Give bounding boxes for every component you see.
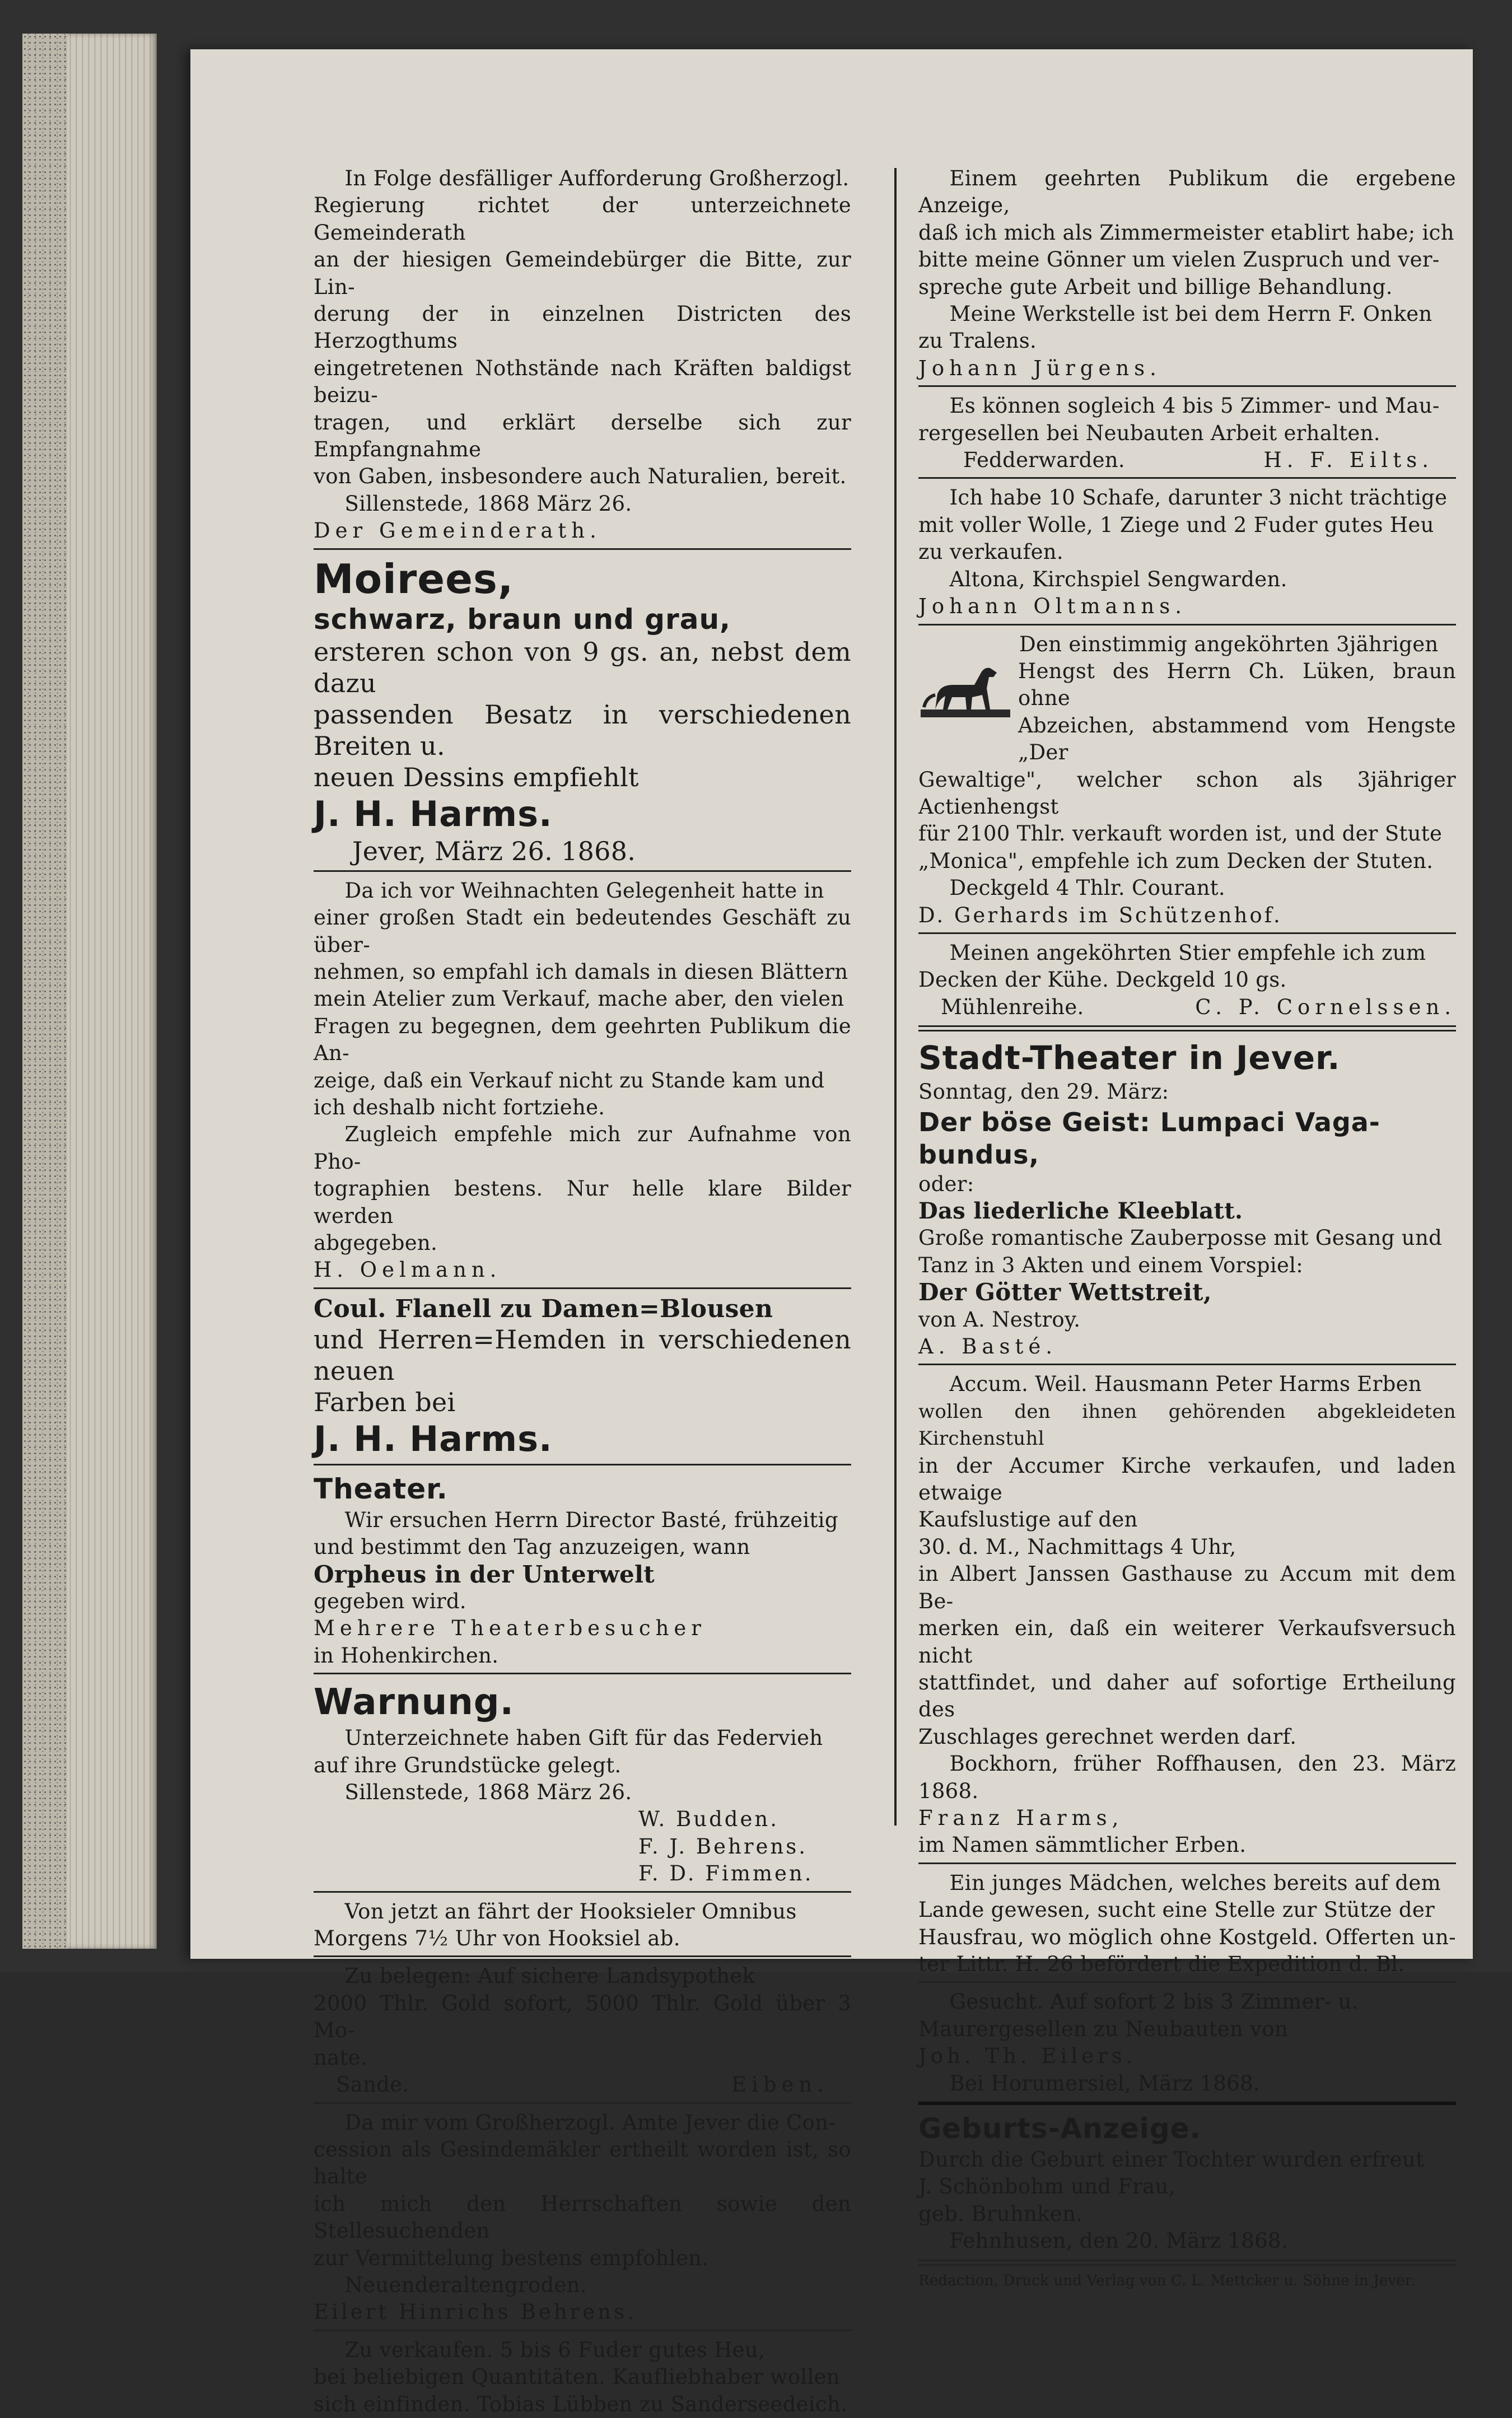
- text-line: Lande gewesen, sucht eine Stelle zur Stütze der: [918, 1898, 1435, 1922]
- text-line: mit voller Wolle, 1 Ziege und 2 Fuder gutes Heu: [918, 512, 1434, 537]
- place-date: Bockhorn, früher Roffhausen, den 23. März 1868.: [918, 1752, 1456, 1803]
- separator-rule: [314, 870, 851, 872]
- text-line: geb. Bruhnken.: [918, 2201, 1083, 2226]
- text-line: Abzeichen, abstammend vom Hengste „Der: [1018, 713, 1456, 765]
- text-line: Ein junges Mädchen, welches bereits auf dem: [949, 1870, 1441, 1895]
- place-date: Sillenstede, 1868 März 26.: [344, 491, 632, 516]
- notice-oelmann: [314, 877, 851, 1284]
- text-line: nate.: [314, 2045, 367, 2070]
- separator-rule: [314, 1673, 851, 1674]
- signature: H. Oelmann.: [314, 1258, 502, 1282]
- separator-rule: [918, 477, 1456, 479]
- right-column: [918, 165, 1456, 2290]
- separator-rule: [314, 548, 851, 550]
- ad-flanell: [314, 1295, 851, 1460]
- author: von A. Nestroy.: [918, 1307, 1081, 1332]
- text-line: Gewaltige", welcher schon als 3jähriger Actienhengst: [918, 767, 1456, 819]
- signature-row: [918, 994, 1456, 1021]
- notice-verkaufen: [314, 2337, 851, 2418]
- notice-geburt: [918, 2111, 1456, 2255]
- text-line: bei beliebigen Quantitäten. Kaufliebhaber wollen: [314, 2365, 840, 2389]
- text-line: neuen Dessins empfiehlt: [314, 762, 639, 792]
- text-line: ersteren schon von 9 gs. an, nebst dem dazu: [314, 636, 851, 698]
- separator-rule: [918, 624, 1456, 625]
- notice-omnibus: [314, 1898, 851, 1953]
- text-line: ich deshalb nicht fortziehe.: [314, 1095, 605, 1119]
- notice-accum: [918, 1371, 1456, 1859]
- text-line: ter Littr. H. 26 befördert die Expedition d. Bl.: [918, 1952, 1405, 1976]
- separator-rule: [918, 1862, 1456, 1864]
- text-line: „Monica", empfehle ich zum Decken der Stuten.: [918, 848, 1434, 873]
- signature: D. Gerhards im Schützenhof.: [918, 903, 1282, 927]
- ad-moirees: [314, 556, 851, 867]
- text-line: Wir ersuchen Herrn Director Basté, frühzeitig: [344, 1507, 838, 1532]
- place-date: Jever, März 26. 1868.: [352, 835, 636, 866]
- text-line: Tanz in 3 Akten und einem Vorspiel:: [918, 1253, 1304, 1277]
- separator-rule: [918, 2102, 1456, 2105]
- text-line: von Gaben, insbesondere auch Naturalien, bereit.: [314, 464, 847, 489]
- notice-warnung: [314, 1680, 851, 1887]
- notice-gesindemaekler: [314, 2109, 851, 2326]
- text-line: abgegeben.: [314, 1230, 438, 1255]
- section-heading: Stadt-Theater in Jever.: [918, 1039, 1341, 1077]
- signature: F. J. Behrens.: [638, 1834, 808, 1859]
- separator-rule: [314, 1287, 851, 1289]
- text-line: und Herren=Hemden in verschiedenen neuen: [314, 1324, 851, 1386]
- text-line: Zu verkaufen. 5 bis 6 Fuder gutes Heu,: [344, 2337, 766, 2362]
- notice-juergens: [918, 165, 1456, 382]
- text-line: Unterzeichnete haben Gift für das Federvieh: [344, 1726, 823, 1751]
- signature: A. Basté.: [918, 1334, 1058, 1359]
- text-line: In Folge desfälliger Aufforderung Großherzogl.: [344, 166, 850, 190]
- text-line: Den einstimmig angeköhrten 3jährigen: [1019, 632, 1439, 656]
- play-title: bundus,: [918, 1139, 1039, 1170]
- text-line: tographien bestens. Nur helle klare Bilder werden: [314, 1177, 851, 1228]
- separator-rule: [918, 932, 1456, 934]
- signature: Johann Oltmanns.: [918, 594, 1187, 619]
- place-date: Sillenstede, 1868 März 26.: [344, 1780, 632, 1805]
- signature: Der Gemeinderath.: [314, 519, 601, 543]
- text-line: zeige, daß ein Verkauf nicht zu Stande kam und: [314, 1068, 825, 1093]
- text-line: Da ich vor Weihnachten Gelegenheit hatte in: [344, 878, 824, 903]
- column-divider: [894, 168, 897, 1826]
- separator-rule: [918, 1025, 1456, 1031]
- text-line: Deckgeld 4 Thlr. Courant.: [949, 876, 1225, 900]
- text-line: zu verkaufen.: [918, 540, 1063, 564]
- place: Fedderwarden.: [963, 448, 1125, 473]
- signature: in Hohenkirchen.: [314, 1643, 499, 1668]
- text-line: Accum. Weil. Hausmann Peter Harms Erben: [949, 1372, 1422, 1397]
- text-line: passenden Besatz in verschiedenen Breiten u.: [314, 699, 851, 761]
- text-line: merken ein, daß ein weiterer Verkaufsversuch nicht: [918, 1616, 1456, 1668]
- ad-title: Moirees,: [314, 555, 514, 603]
- text-line: stattfindet, und daher auf sofortige Ertheilung des: [918, 1670, 1456, 1722]
- play-title: Orpheus in der Unterwelt: [314, 1560, 655, 1588]
- prelude-title: Der Götter Wettstreit,: [918, 1278, 1212, 1306]
- separator-rule: [918, 1981, 1456, 1983]
- text-line: Farben bei: [314, 1387, 456, 1417]
- text-line: spreche gute Arbeit und billige Behandlung.: [918, 274, 1393, 299]
- text-line: tragen, und erklärt derselbe sich zur Empfangnahme: [314, 410, 851, 462]
- signature: im Namen sämmtlicher Erben.: [918, 1833, 1247, 1857]
- notice-zubelegen: [314, 1963, 851, 2098]
- left-column: [314, 165, 851, 2418]
- place-date: Bei Horumersiel, März 1868.: [949, 2071, 1260, 2095]
- text-line: J. Schönbohm und Frau,: [918, 2174, 1175, 2199]
- text-line: eingetretenen Nothstände nach Kräften baldigst beizu-: [314, 356, 851, 408]
- ad-subtitle: schwarz, braun und grau,: [314, 603, 731, 636]
- text-line: in der Accumer Kirche verkaufen, und laden etwaige: [918, 1453, 1456, 1505]
- merchant-name: J. H. Harms.: [314, 1418, 553, 1459]
- place: Mühlenreihe.: [941, 995, 1084, 1019]
- separator-rule: [918, 1364, 1456, 1365]
- place: Neuenderaltengroden.: [344, 2272, 587, 2297]
- notice-maedchen: [918, 1870, 1456, 1978]
- text-line: Zugleich empfehle mich zur Aufnahme von Pho-: [314, 1122, 851, 1174]
- text-line: Fragen zu begegnen, dem geehrten Publikum die An-: [314, 1014, 851, 1066]
- text-line: und bestimmt den Tag anzuzeigen, wann: [314, 1535, 750, 1560]
- text-line: gegeben wird.: [314, 1589, 466, 1613]
- notice-hengst: [918, 631, 1456, 929]
- signature: Johann Jürgens.: [918, 356, 1161, 380]
- text-line: Es können sogleich 4 bis 5 Zimmer- und Mau-: [949, 394, 1440, 418]
- text-line: mein Atelier zum Verkauf, mache aber, den vielen: [314, 987, 844, 1011]
- text-line: Meinen angeköhrten Stier empfehle ich zum: [949, 940, 1426, 965]
- text-line: Meine Werkstelle ist bei dem Herrn F. Onken: [949, 302, 1432, 326]
- event-date: Sonntag, den 29. März:: [918, 1080, 1169, 1104]
- text-line: Decken der Kühe. Deckgeld 10 gs.: [918, 968, 1287, 992]
- horse-row: [918, 658, 1456, 767]
- text-line: auf ihre Grundstücke gelegt.: [314, 1753, 622, 1777]
- text-line: wollen den ihnen gehörenden abgekleideten Kirchenstuhl: [918, 1400, 1456, 1450]
- notice-oltmanns: [918, 484, 1456, 620]
- signature-row: [918, 447, 1456, 474]
- signature: Joh. Th. Eilers.: [918, 2044, 1137, 2069]
- signature: Eiben.: [731, 2072, 829, 2097]
- text-line: zur Vermittelung bestens empfohlen.: [314, 2246, 709, 2270]
- text-line: cession als Gesindemäkler ertheilt worden ist, so halte: [314, 2137, 851, 2189]
- notice-gesucht: [918, 1988, 1456, 2097]
- text-line: Da mir vom Großherzogl. Amte Jever die Con-: [344, 2110, 836, 2135]
- text-line: ich mich den Herrschaften sowie den Stellesuchenden: [314, 2191, 851, 2243]
- signature: W. Budden.: [638, 1807, 779, 1832]
- text-line: Zuschlages gerechnet werden darf.: [918, 1724, 1297, 1749]
- separator-rule: [314, 2102, 851, 2104]
- text-line: sich einfinden. Tobias Lübben zu Sanderseedeich.: [314, 2392, 848, 2416]
- separator-rule: [314, 1464, 851, 1465]
- text-line: an der hiesigen Gemeindebürger die Bitte, zur Lin-: [314, 248, 851, 299]
- separator-rule: [918, 385, 1456, 387]
- text-line: Maurergesellen zu Neubauten von: [918, 2016, 1289, 2041]
- text-line: zu Tralens.: [918, 329, 1037, 353]
- separator-rule: [918, 2260, 1456, 2266]
- text-line: 2000 Thlr. Gold sofort, 5000 Thlr. Gold über 3 Mo-: [314, 1991, 851, 2043]
- notice-theater: [314, 1471, 851, 1669]
- alt-title: Das liederliche Kleeblatt.: [918, 1198, 1243, 1224]
- notice-stier: [918, 940, 1456, 1021]
- text-line: derung der in einzelnen Districten des Herzogthums: [314, 302, 851, 353]
- signature: Franz Harms,: [918, 1805, 1124, 1830]
- place: Sande.: [336, 2072, 409, 2097]
- horse-icon: [918, 660, 1014, 722]
- section-heading: Warnung.: [314, 1682, 514, 1724]
- text-line: Regierung richtet der unterzeichnete Gemeinderath: [314, 193, 851, 245]
- text-line: Kaufslustige auf den: [918, 1507, 1138, 1532]
- horse-text: [1018, 658, 1456, 767]
- notice-stadttheater: [918, 1037, 1456, 1360]
- text-line: einer großen Stadt ein bedeutendes Geschäft zu über-: [314, 905, 851, 957]
- text-line: Ich habe 10 Schafe, darunter 3 nicht trächtige: [949, 486, 1448, 510]
- imprint-footer: Redaction, Druck und Verlag von C. L. Mettcker u. Söhne in Jever.: [918, 2272, 1416, 2289]
- text-line: Große romantische Zauberposse mit Gesang und: [918, 1226, 1443, 1250]
- text-line: Einem geehrten Publikum die ergebene Anzeige,: [918, 166, 1456, 218]
- text-line: Zu belegen: Auf sichere Landsypothek: [344, 1964, 755, 1988]
- section-heading: Geburts-Anzeige.: [918, 2112, 1201, 2145]
- signature: Eilert Hinrichs Behrens.: [314, 2300, 637, 2324]
- sale-date: 30. d. M., Nachmittags 4 Uhr,: [918, 1534, 1236, 1559]
- play-title: Der böse Geist: Lumpaci Vaga-: [918, 1107, 1380, 1137]
- signature-row: [314, 2071, 851, 2098]
- text-line: daß ich mich als Zimmermeister etablirt habe; ich: [918, 220, 1454, 245]
- place: Altona, Kirchspiel Sengwarden.: [949, 567, 1287, 591]
- text-line: Durch die Geburt einer Tochter wurden erfreut: [918, 2148, 1425, 2172]
- notice-gemeinderath: [314, 165, 851, 545]
- signature: F. D. Fimmen.: [638, 1861, 814, 1886]
- text-line: Coul. Flanell zu Damen=Blousen: [314, 1294, 773, 1323]
- signature: H. F. Eilts.: [1263, 448, 1434, 473]
- separator-rule: [314, 2330, 851, 2331]
- text-line: Von jetzt an fährt der Hooksieler Omnibus: [344, 1899, 797, 1924]
- text-line: rergesellen bei Neubauten Arbeit erhalten.: [918, 421, 1380, 445]
- text-line: in Albert Janssen Gasthause zu Accum mit dem Be-: [918, 1562, 1456, 1613]
- place-date: Fehnhusen, den 20. März 1868.: [949, 2229, 1288, 2253]
- text-line: Gesucht. Auf sofort 2 bis 3 Zimmer- u.: [949, 1990, 1359, 2014]
- text-line: nehmen, so empfahl ich damals in diesen Blättern: [314, 959, 848, 984]
- text-line: oder:: [918, 1171, 974, 1196]
- book-edge-speckle: [22, 34, 67, 1949]
- merchant-name: J. H. Harms.: [314, 793, 553, 834]
- separator-rule: [314, 1955, 851, 1957]
- notice-eilts: [918, 393, 1456, 474]
- signature: C. P. Cornelssen.: [1195, 995, 1456, 1019]
- text-line: für 2100 Thlr. verkauft worden ist, und der Stute: [918, 821, 1443, 846]
- text-line: Hausfrau, wo möglich ohne Kostgeld. Offerten un-: [918, 1925, 1456, 1949]
- section-heading: Theater.: [314, 1472, 448, 1505]
- separator-rule: [314, 1891, 851, 1893]
- text-line: Hengst des Herrn Ch. Lüken, braun ohne: [1018, 659, 1456, 711]
- signature: Mehrere Theaterbesucher: [314, 1616, 706, 1641]
- text-line: bitte meine Gönner um vielen Zuspruch und ver-: [918, 248, 1440, 272]
- text-line: Morgens 7½ Uhr von Hooksiel ab.: [314, 1926, 680, 1951]
